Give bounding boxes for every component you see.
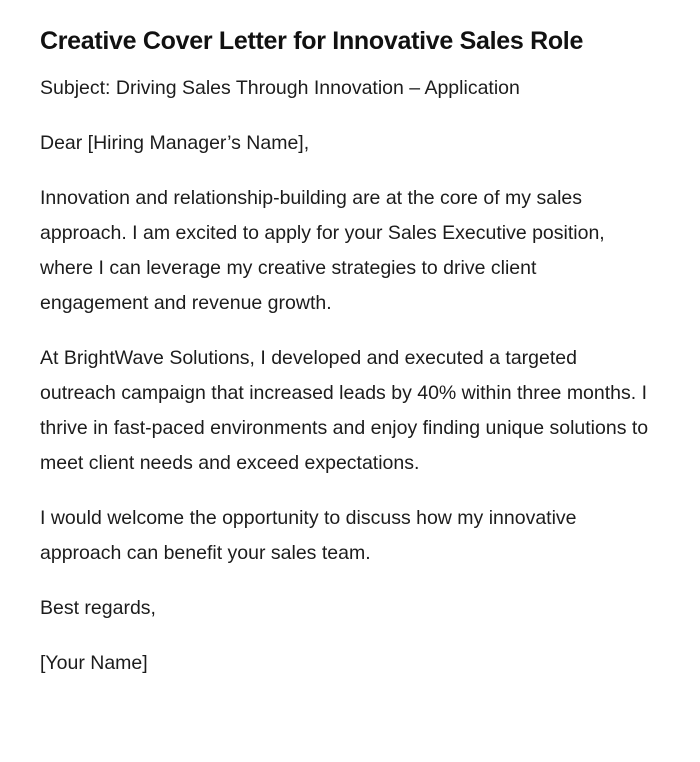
letter-paragraph-conclusion: I would welcome the opportunity to discuss how my innovative approach can benefit your sales team. <box>40 507 577 564</box>
letter-paragraph-intro: Innovation and relationship-building are at the core of my sales approach. I am excited to apply for your Sales Executive position, where I can leverage my creative strategies to drive client engagement and revenue growth. <box>40 187 605 314</box>
letter-paragraph-experience: At BrightWave Solutions, I developed and executed a targeted outreach campaign that increased leads by 40% within three months. I thrive in fast-paced environments and enjoy finding unique solutions to meet client needs and exceed expectations. <box>40 347 649 474</box>
letter-closing: Best regards, <box>40 597 156 619</box>
document-title: Creative Cover Letter for Innovative Sales Role <box>40 27 584 55</box>
letter-subject: Subject: Driving Sales Through Innovation – Application <box>40 77 520 99</box>
letter-signature: [Your Name] <box>40 652 148 674</box>
letter-salutation: Dear [Hiring Manager’s Name], <box>40 132 310 154</box>
